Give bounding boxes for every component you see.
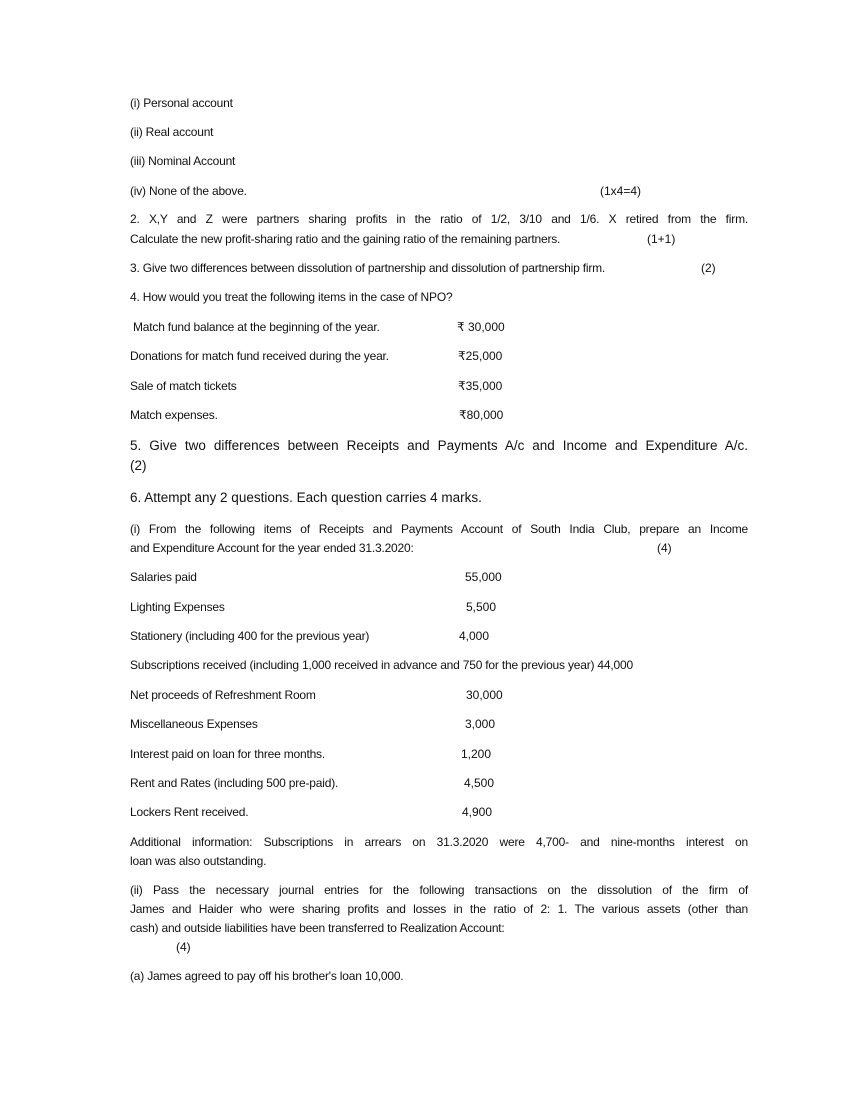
q5-marks: (2) [130, 458, 147, 473]
npo-item-label: Match expenses. [130, 408, 218, 422]
q6-text: 6. Attempt any 2 questions. Each question carries 4 marks. [130, 490, 482, 505]
q1-option-ii: (ii) Real account [130, 125, 214, 139]
club-item-amount: 4,900 [462, 805, 493, 819]
q6-i-marks: (4) [657, 541, 672, 555]
club-item-amount: 3,000 [465, 717, 496, 731]
q6-ii-line3: cash) and outside liabilities have been transferred to Realization Account: [130, 921, 505, 935]
npo-item-amount: ₹25,000 [458, 349, 503, 363]
club-item-label: Stationery (including 400 for the previous year) [130, 629, 370, 643]
q2-line2: Calculate the new profit-sharing ratio and the gaining ratio of the remaining partners. [130, 232, 561, 246]
club-item-amount: 1,200 [461, 747, 492, 761]
q1-option-iv: (iv) None of the above. [130, 184, 247, 198]
club-item-label: Lockers Rent received. [130, 805, 249, 819]
q3-text: 3. Give two differences between dissolution of partnership and dissolution of partnership firm. [130, 261, 606, 275]
npo-item-amount: ₹ 30,000 [457, 320, 505, 334]
q6-ii-marks: (4) [176, 940, 191, 954]
q1-option-iii: (iii) Nominal Account [130, 154, 236, 168]
club-item-amount: 4,500 [464, 776, 495, 790]
club-item-label: Lighting Expenses [130, 600, 225, 614]
npo-item-label: Donations for match fund received during the year. [130, 349, 389, 363]
club-item-label: Miscellaneous Expenses [130, 717, 258, 731]
q4-text: 4. How would you treat the following items in the case of NPO? [130, 290, 453, 304]
club-item-amount: 30,000 [466, 688, 503, 702]
npo-item-label: Sale of match tickets [130, 379, 237, 393]
club-item-label: Subscriptions received (including 1,000 received in advance and 750 for the previous year) 44,000 [130, 658, 633, 672]
club-item-label: Interest paid on loan for three months. [130, 747, 325, 761]
q5-line1: 5. Give two differences between Receipts and Payments A/c and Income and Expenditure A/c. [130, 438, 748, 453]
club-item-amount: 55,000 [465, 570, 502, 584]
club-item-label: Salaries paid [130, 570, 197, 584]
club-item-amount: 5,500 [466, 600, 497, 614]
club-item-amount: 4,000 [459, 629, 490, 643]
club-item-label: Net proceeds of Refreshment Room [130, 688, 316, 702]
q1-option-i: (i) Personal account [130, 96, 233, 110]
q6-ii-item-a: (a) James agreed to pay off his brother's loan 10,000. [130, 969, 404, 983]
club-item-label: Rent and Rates (including 500 pre-paid). [130, 776, 339, 790]
q6-i-line2: and Expenditure Account for the year ended 31.3.2020: [130, 541, 414, 555]
npo-item-amount: ₹80,000 [459, 408, 504, 422]
q1-marks: (1x4=4) [600, 184, 642, 198]
q6-ii-line1: (ii) Pass the necessary journal entries for the following transactions on the dissolution of the firm of [130, 883, 748, 897]
q6-ii-line2: James and Haider who were sharing profits and losses in the ratio of 2: 1. The various assets (other than [130, 902, 748, 916]
q6-i-line1: (i) From the following items of Receipts and Payments Account of South India Club, prepare an Income [130, 522, 748, 536]
q2-line1: 2. X,Y and Z were partners sharing profits in the ratio of 1/2, 3/10 and 1/6. X retired from the firm. [130, 212, 748, 226]
additional-info-line1: Additional information: Subscriptions in arrears on 31.3.2020 were 4,700- and nine-months interest on [130, 835, 748, 849]
q3-marks: (2) [701, 261, 716, 275]
npo-item-label: Match fund balance at the beginning of the year. [133, 320, 380, 334]
q2-marks: (1+1) [647, 232, 676, 246]
npo-item-amount: ₹35,000 [458, 379, 503, 393]
additional-info-line2: loan was also outstanding. [130, 854, 267, 868]
